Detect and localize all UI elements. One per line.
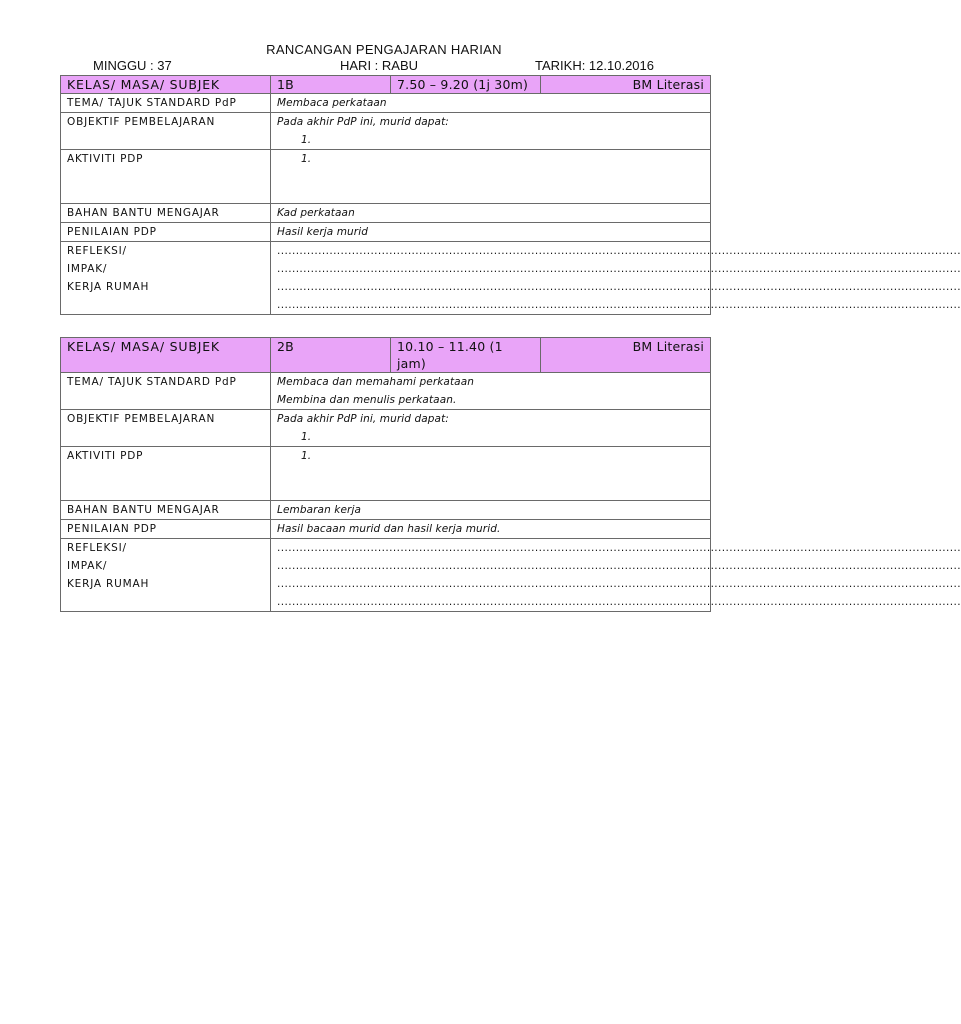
objektif-row (61, 410, 711, 447)
refleksi-label-cell (61, 539, 271, 612)
bahan-row (61, 501, 711, 520)
impak-label: IMPAK/ (67, 560, 108, 572)
refleksi-dotted-line: ....................................................................................................................................................................................... (277, 299, 961, 311)
header-info-row (0, 58, 768, 74)
bahan-row (61, 204, 711, 223)
subjek-value: BM Literasi (541, 76, 711, 94)
aktiviti-item: 1. (301, 153, 312, 165)
refleksi-row (61, 539, 711, 612)
aktiviti-item: 1. (301, 450, 312, 462)
tema-value (271, 373, 711, 410)
kelas-value: 1B (271, 76, 391, 94)
masa-value: 7.50 – 9.20 (1j 30m) (391, 76, 541, 94)
objektif-label: OBJEKTIF PEMBELAJARAN (61, 410, 271, 447)
objektif-value (271, 113, 711, 150)
kelas-label: KELAS/ MASA/ SUBJEK (61, 338, 271, 373)
kelas-value: 2B (271, 338, 391, 373)
aktiviti-row (61, 150, 711, 204)
refleksi-dotted-line: ....................................................................................................................................................................................... (277, 263, 961, 275)
refleksi-label-cell (61, 242, 271, 315)
kelas-label: KELAS/ MASA/ SUBJEK (61, 76, 271, 94)
tema-label: TEMA/ TAJUK STANDARD PdP (61, 94, 271, 113)
bahan-label: BAHAN BANTU MENGAJAR (61, 501, 271, 520)
objektif-label: OBJEKTIF PEMBELAJARAN (61, 113, 271, 150)
penilaian-label: PENILAIAN PDP (61, 520, 271, 539)
aktiviti-label: AKTIVITI PDP (61, 150, 271, 204)
document-title: RANCANGAN PENGAJARAN HARIAN (266, 42, 502, 57)
impak-label: IMPAK/ (67, 263, 108, 275)
bahan-value: Lembaran kerja (271, 501, 711, 520)
tema-label: TEMA/ TAJUK STANDARD PdP (61, 373, 271, 410)
refleksi-dotted-line: ....................................................................................................................................................................................... (277, 560, 961, 572)
objektif-value (271, 410, 711, 447)
refleksi-value (271, 539, 961, 612)
penilaian-row (61, 223, 711, 242)
aktiviti-value (271, 447, 711, 501)
tema-line: Membaca dan memahami perkataan (277, 376, 475, 388)
kerja-rumah-label: KERJA RUMAH (67, 281, 150, 293)
refleksi-dotted-line: ....................................................................................................................................................................................... (277, 281, 961, 293)
refleksi-dotted-line: ....................................................................................................................................................................................... (277, 578, 961, 590)
refleksi-dotted-line: ....................................................................................................................................................................................... (277, 245, 961, 257)
tema-line: Membina dan menulis perkataan. (277, 394, 457, 406)
minggu-label: MINGGU : 37 (93, 58, 172, 73)
penilaian-value: Hasil bacaan murid dan hasil kerja murid. (271, 520, 711, 539)
objektif-intro: Pada akhir PdP ini, murid dapat: (277, 413, 449, 425)
tema-row (61, 94, 711, 113)
objektif-row (61, 113, 711, 150)
tema-value: Membaca perkataan (271, 94, 711, 113)
refleksi-label: REFLEKSI/ (67, 245, 127, 257)
lesson-plan-table-2 (60, 337, 961, 612)
lesson-plan-table-1 (60, 75, 961, 315)
objektif-item: 1. (301, 134, 312, 146)
tarikh-label: TARIKH: 12.10.2016 (535, 58, 654, 73)
hari-label: HARI : RABU (340, 58, 419, 73)
kelas-row (61, 338, 711, 373)
kerja-rumah-label: KERJA RUMAH (67, 578, 150, 590)
refleksi-value (271, 242, 961, 315)
objektif-item: 1. (301, 431, 312, 443)
refleksi-dotted-line: ....................................................................................................................................................................................... (277, 542, 961, 554)
refleksi-dotted-line: ....................................................................................................................................................................................... (277, 596, 961, 608)
refleksi-label: REFLEKSI/ (67, 542, 127, 554)
kelas-row (61, 76, 711, 94)
aktiviti-label: AKTIVITI PDP (61, 447, 271, 501)
penilaian-value: Hasil kerja murid (271, 223, 711, 242)
penilaian-row (61, 520, 711, 539)
aktiviti-value (271, 150, 711, 204)
masa-value: 10.10 – 11.40 (1 jam) (391, 338, 541, 373)
penilaian-label: PENILAIAN PDP (61, 223, 271, 242)
bahan-value: Kad perkataan (271, 204, 711, 223)
tema-row (61, 373, 711, 410)
bahan-label: BAHAN BANTU MENGAJAR (61, 204, 271, 223)
aktiviti-row (61, 447, 711, 501)
subjek-value: BM Literasi (541, 338, 711, 373)
refleksi-row (61, 242, 711, 315)
objektif-intro: Pada akhir PdP ini, murid dapat: (277, 116, 449, 128)
